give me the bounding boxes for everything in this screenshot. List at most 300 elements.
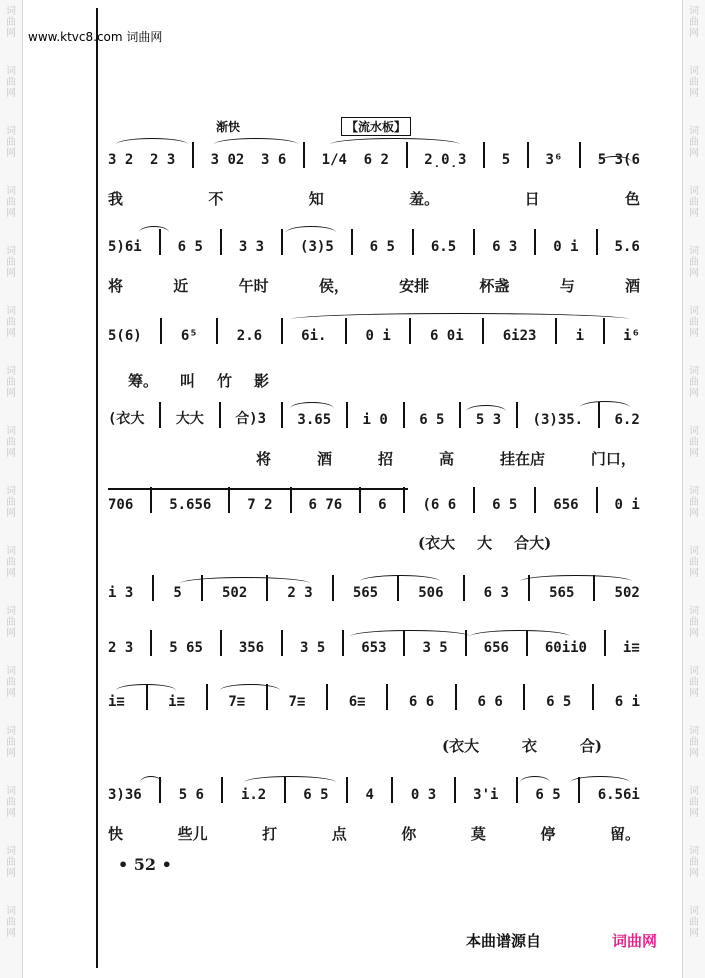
watermark-glyph: 网 — [689, 448, 699, 459]
note-group: 7≡ — [228, 694, 246, 710]
note-group: 6 6 — [477, 694, 503, 710]
lyric-word: 大 — [477, 534, 493, 552]
barline — [342, 630, 344, 656]
lyric-word: 侯， — [318, 277, 349, 295]
watermark-glyph: 曲 — [6, 797, 16, 808]
lyric-word: 酒 — [316, 450, 332, 468]
lyrics-line — [256, 448, 636, 470]
barline — [516, 402, 518, 428]
watermark-glyph: 曲 — [689, 377, 699, 388]
watermark-glyph: 词 — [6, 366, 16, 377]
watermark-glyph: 词 — [689, 246, 699, 257]
lyric-word: 羞。 — [409, 190, 440, 208]
watermark-glyph: 网 — [6, 208, 16, 219]
note-group: (6 6 — [422, 497, 457, 513]
watermark-text — [5, 66, 17, 99]
watermark-glyph: 曲 — [6, 497, 16, 508]
watermark-glyph: 词 — [6, 246, 16, 257]
watermark-text — [688, 666, 700, 699]
right-watermark-strip — [682, 0, 705, 978]
watermark-text — [688, 66, 700, 99]
lyric-word: 将 — [108, 277, 124, 295]
notation-row — [108, 670, 640, 710]
watermark-glyph: 词 — [6, 186, 16, 197]
note-group: 656 — [553, 497, 579, 513]
watermark-text — [688, 786, 700, 819]
note-group: 3 5 — [422, 640, 448, 656]
note-group: 2 3 — [287, 585, 313, 601]
lyric-word: 快 — [108, 825, 124, 843]
barline — [159, 402, 161, 428]
lyrics-line — [418, 532, 578, 554]
lyric-word: 筹。 — [128, 372, 159, 390]
watermark-glyph: 网 — [6, 148, 16, 159]
note-group: 653 — [361, 640, 387, 656]
barline — [403, 487, 405, 513]
watermark-glyph: 曲 — [689, 557, 699, 568]
lyric-word: 叫 — [180, 372, 196, 390]
barline — [523, 684, 525, 710]
watermark-text — [5, 906, 17, 939]
watermark-text — [688, 426, 700, 459]
watermark-glyph: 网 — [6, 628, 16, 639]
note-group: 6 5 — [303, 787, 329, 803]
watermark-text — [5, 786, 17, 819]
watermark-text — [5, 246, 17, 279]
barline — [403, 402, 405, 428]
watermark-glyph: 词 — [6, 666, 16, 677]
note-group: 3)36 — [108, 787, 142, 803]
watermark-text — [5, 666, 17, 699]
barline — [332, 575, 334, 601]
watermark-glyph: 曲 — [6, 857, 16, 868]
barline — [219, 402, 221, 428]
barline — [463, 575, 465, 601]
note-group: 6 2 — [363, 152, 389, 168]
watermark-text — [688, 306, 700, 339]
watermark-glyph: 词 — [689, 126, 699, 137]
watermark-text — [5, 546, 17, 579]
barline — [146, 684, 148, 710]
barline — [201, 575, 203, 601]
note-group: 5(6) — [108, 328, 142, 344]
barline — [152, 575, 154, 601]
section-marker: 【流水板】 — [341, 117, 411, 136]
note-group: 6.5 — [430, 239, 457, 255]
note-group: 6i. — [301, 328, 327, 344]
lyric-word: 招 — [377, 450, 393, 468]
watermark-text — [688, 366, 700, 399]
barline — [391, 777, 393, 803]
watermark-glyph: 曲 — [6, 917, 16, 928]
lyric-word: (衣大 — [418, 534, 456, 552]
note-group: 0 i — [365, 328, 391, 344]
note-group: 5 — [501, 152, 511, 168]
lyric-word: 竹 — [217, 372, 233, 390]
note-group: 506 — [418, 585, 444, 601]
barline — [403, 630, 405, 656]
watermark-glyph: 词 — [689, 6, 699, 17]
note-group: 6 5 — [492, 497, 518, 513]
notation-row — [108, 388, 640, 428]
watermark-text — [5, 366, 17, 399]
note-group: 6 76 — [308, 497, 343, 513]
barline — [216, 318, 218, 344]
barline — [598, 402, 600, 428]
barline — [281, 318, 283, 344]
note-group: 5 3 — [475, 412, 502, 428]
notation-row — [108, 473, 640, 513]
watermark-glyph: 曲 — [689, 317, 699, 328]
note-group: 6 0i — [429, 328, 464, 344]
note-group: 3 2 — [108, 152, 134, 168]
barline — [160, 318, 162, 344]
barline — [346, 402, 348, 428]
watermark-glyph: 词 — [689, 546, 699, 557]
watermark-glyph: 词 — [6, 546, 16, 557]
watermark-glyph: 网 — [6, 28, 16, 39]
watermark-glyph: 词 — [689, 846, 699, 857]
lyric-word: 打 — [262, 825, 278, 843]
barline — [578, 777, 580, 803]
note-group: 3⁶ — [545, 152, 563, 168]
watermark-glyph: 词 — [6, 306, 16, 317]
note-group: 6 6 — [408, 694, 435, 710]
barline — [406, 142, 408, 168]
barline — [455, 684, 457, 710]
note-group: 6.56i — [597, 787, 640, 803]
barline — [159, 229, 161, 255]
note-group: 356 — [238, 640, 265, 656]
source-label: 本曲谱源自 — [466, 932, 542, 950]
watermark-glyph: 词 — [6, 66, 16, 77]
watermark-text — [688, 546, 700, 579]
watermark-text — [5, 606, 17, 639]
note-group: (衣大 — [108, 411, 145, 427]
barline — [221, 777, 223, 803]
barline — [386, 684, 388, 710]
note-group: 合)3 — [235, 411, 267, 427]
notation-row — [108, 616, 640, 656]
barline — [473, 229, 475, 255]
lyric-word: 合) — [579, 737, 602, 755]
note-group: 502 — [614, 585, 640, 601]
note-group: 3'i — [473, 787, 499, 803]
watermark-glyph: 曲 — [689, 137, 699, 148]
watermark-glyph: 曲 — [6, 197, 16, 208]
note-group: 大大 — [175, 411, 204, 427]
watermark-glyph: 曲 — [689, 617, 699, 628]
lyric-word: 留。 — [609, 825, 640, 843]
note-group: 2 3 — [149, 152, 176, 168]
note-group: 60ii0 — [544, 640, 587, 656]
watermark-glyph: 网 — [6, 508, 16, 519]
barline — [346, 777, 348, 803]
lyrics-line — [108, 823, 640, 845]
watermark-text — [688, 846, 700, 879]
watermark-glyph: 网 — [6, 748, 16, 759]
watermark-glyph: 网 — [689, 928, 699, 939]
watermark-glyph: 曲 — [689, 677, 699, 688]
barline — [359, 487, 361, 513]
barline — [555, 318, 557, 344]
notation-row — [108, 763, 640, 803]
watermark-glyph: 词 — [6, 486, 16, 497]
note-group: 6 3 — [483, 585, 509, 601]
watermark-glyph: 词 — [689, 666, 699, 677]
watermark-text — [688, 126, 700, 159]
note-group: i≡ — [622, 640, 640, 656]
lyric-word: 停 — [540, 825, 556, 843]
barline — [345, 318, 347, 344]
watermark-text — [688, 606, 700, 639]
note-group: 656 — [483, 640, 509, 656]
note-group: i.2 — [240, 787, 267, 803]
watermark-glyph: 网 — [689, 508, 699, 519]
barline — [483, 142, 485, 168]
watermark-glyph: 曲 — [6, 677, 16, 688]
watermark-glyph: 词 — [689, 786, 699, 797]
barline — [281, 402, 283, 428]
watermark-text — [5, 846, 17, 879]
watermark-glyph: 词 — [689, 486, 699, 497]
note-group: 5.6 — [614, 239, 640, 255]
barline — [326, 684, 328, 710]
watermark-glyph: 网 — [689, 688, 699, 699]
note-group: 6.2 — [614, 412, 640, 428]
lyric-word: 午时 — [238, 277, 269, 295]
watermark-glyph: 网 — [6, 868, 16, 879]
watermark-glyph: 词 — [689, 66, 699, 77]
notation-row — [108, 215, 640, 255]
watermark-glyph: 网 — [689, 568, 699, 579]
note-group: 6 — [378, 497, 387, 513]
watermark-glyph: 网 — [6, 268, 16, 279]
watermark-glyph: 网 — [6, 688, 16, 699]
watermark-glyph: 网 — [689, 628, 699, 639]
watermark-text — [688, 726, 700, 759]
watermark-text — [688, 246, 700, 279]
watermark-text — [5, 306, 17, 339]
watermark-text — [688, 186, 700, 219]
watermark-glyph: 词 — [6, 726, 16, 737]
note-group: i⁶ — [623, 328, 640, 344]
note-group: (3)35. — [532, 412, 584, 428]
notation-row — [108, 304, 640, 344]
lyric-word: 知 — [308, 190, 324, 208]
watermark-text — [5, 186, 17, 219]
watermark-glyph: 曲 — [689, 797, 699, 808]
note-group: 5)6i — [108, 239, 142, 255]
watermark-glyph: 词 — [6, 6, 16, 17]
watermark-glyph: 曲 — [689, 77, 699, 88]
watermark-glyph: 网 — [689, 208, 699, 219]
barline — [281, 229, 283, 255]
note-group: 3 5 — [300, 640, 326, 656]
note-group: 1/4 — [321, 152, 347, 168]
watermark-glyph: 曲 — [6, 137, 16, 148]
note-group: 2.6 — [236, 328, 263, 344]
tempo-marking: 渐快 — [216, 120, 241, 134]
watermark-glyph: 曲 — [6, 377, 16, 388]
site-url-header[interactable]: www.ktvc8.com 词曲网 — [28, 30, 163, 44]
barline — [220, 630, 222, 656]
watermark-text — [5, 486, 17, 519]
watermark-glyph: 曲 — [689, 917, 699, 928]
barline — [473, 487, 475, 513]
lyric-word: 莫 — [470, 825, 486, 843]
barline — [526, 630, 528, 656]
watermark-glyph: 网 — [689, 28, 699, 39]
note-group: 2̣0̣3 — [424, 152, 467, 168]
lyric-word: 将 — [256, 450, 272, 468]
barline — [412, 229, 414, 255]
watermark-glyph: 网 — [689, 88, 699, 99]
watermark-glyph: 网 — [6, 928, 16, 939]
watermark-glyph: 词 — [689, 366, 699, 377]
watermark-glyph: 词 — [6, 906, 16, 917]
page-spine-line — [96, 8, 98, 968]
note-group: 3 3 — [238, 239, 265, 255]
watermark-glyph: 词 — [689, 306, 699, 317]
lyrics-line — [108, 188, 640, 210]
watermark-glyph: 网 — [689, 868, 699, 879]
notation-row — [108, 561, 640, 601]
barline — [159, 777, 161, 803]
note-group: 3.65 — [297, 412, 332, 428]
watermark-glyph: 网 — [689, 808, 699, 819]
watermark-glyph: 网 — [6, 388, 16, 399]
lyric-word: 些儿 — [177, 825, 208, 843]
barline — [150, 630, 152, 656]
watermark-text — [688, 486, 700, 519]
watermark-glyph: 曲 — [6, 77, 16, 88]
barline — [596, 487, 598, 513]
note-group: 6 5 — [177, 239, 203, 255]
watermark-text — [5, 126, 17, 159]
lyric-word: 近 — [173, 277, 189, 295]
watermark-glyph: 网 — [6, 448, 16, 459]
watermark-glyph: 曲 — [689, 737, 699, 748]
note-group: 2 3 — [108, 640, 134, 656]
brand-logo-text[interactable]: 词曲网 — [612, 932, 658, 950]
barline — [228, 487, 230, 513]
lyric-word: 安排 — [399, 277, 430, 295]
barline — [482, 318, 484, 344]
note-group: 6 5 — [546, 694, 572, 710]
left-watermark-strip — [0, 0, 23, 978]
lyric-word: 日 — [524, 190, 540, 208]
note-group: 565 — [352, 585, 379, 601]
watermark-glyph: 词 — [689, 726, 699, 737]
note-group: 7 2 — [247, 497, 273, 513]
note-group: 6≡ — [348, 694, 366, 710]
lyric-word: 不 — [208, 190, 224, 208]
barline — [603, 318, 605, 344]
watermark-glyph: 曲 — [689, 857, 699, 868]
barline — [266, 575, 268, 601]
lyric-word: 点 — [331, 825, 347, 843]
lyric-word: 挂在店 — [499, 450, 545, 468]
watermark-glyph: 网 — [6, 88, 16, 99]
barline — [528, 575, 530, 601]
watermark-text — [5, 726, 17, 759]
watermark-glyph: 网 — [6, 568, 16, 579]
watermark-text — [688, 6, 700, 39]
lyric-word: 门口， — [590, 450, 636, 468]
note-group: 5.656 — [169, 497, 212, 513]
note-group: 706 — [108, 497, 134, 513]
note-group: i≡ — [108, 694, 125, 710]
barline — [192, 142, 194, 168]
barline — [351, 229, 353, 255]
note-group: 5 3(6 — [597, 152, 640, 168]
note-group: 6⁵ — [180, 328, 198, 344]
note-group: i≡ — [168, 694, 186, 710]
watermark-glyph: 词 — [689, 186, 699, 197]
watermark-glyph: 曲 — [6, 317, 16, 328]
watermark-glyph: 网 — [6, 808, 16, 819]
barline — [397, 575, 399, 601]
note-group: 0 3 — [410, 787, 437, 803]
lyrics-line — [442, 735, 602, 757]
lyric-word: 你 — [401, 825, 417, 843]
watermark-glyph: 曲 — [689, 437, 699, 448]
watermark-glyph: 词 — [689, 606, 699, 617]
barline — [281, 630, 283, 656]
note-group: i — [575, 328, 584, 344]
note-group: (3)5 — [300, 239, 334, 255]
lyric-word: 酒 — [624, 277, 640, 295]
watermark-glyph: 曲 — [6, 617, 16, 628]
lyric-word: 高 — [438, 450, 454, 468]
note-group: 5 — [173, 585, 182, 601]
watermark-glyph: 词 — [689, 906, 699, 917]
lyric-word: 色 — [624, 190, 640, 208]
note-group: 3 6 — [261, 152, 287, 168]
note-group: 6 i — [614, 694, 640, 710]
note-group: 6 5 — [535, 787, 561, 803]
watermark-glyph: 词 — [6, 846, 16, 857]
watermark-glyph: 曲 — [6, 437, 16, 448]
note-group: i 0 — [362, 412, 388, 428]
note-group: 5 65 — [169, 640, 203, 656]
barline — [206, 684, 208, 710]
note-group: 3 02 — [210, 152, 245, 168]
lyric-word: (衣大 — [442, 737, 480, 755]
lyric-word: 衣 — [521, 737, 537, 755]
barline — [596, 229, 598, 255]
note-group: 502 — [221, 585, 248, 601]
barline — [290, 487, 292, 513]
lyric-word: 合大) — [514, 534, 552, 552]
watermark-glyph: 词 — [6, 126, 16, 137]
barline — [454, 777, 456, 803]
lyrics-line — [108, 275, 640, 297]
barline — [150, 487, 152, 513]
watermark-glyph: 网 — [6, 328, 16, 339]
barline — [604, 630, 606, 656]
note-group: 6 5 — [419, 412, 445, 428]
watermark-glyph: 网 — [689, 148, 699, 159]
barline — [409, 318, 411, 344]
watermark-glyph: 网 — [689, 388, 699, 399]
watermark-glyph: 网 — [689, 748, 699, 759]
watermark-glyph: 曲 — [6, 257, 16, 268]
watermark-glyph: 曲 — [689, 17, 699, 28]
page-number: • 52 • — [118, 855, 172, 874]
watermark-glyph: 网 — [689, 268, 699, 279]
